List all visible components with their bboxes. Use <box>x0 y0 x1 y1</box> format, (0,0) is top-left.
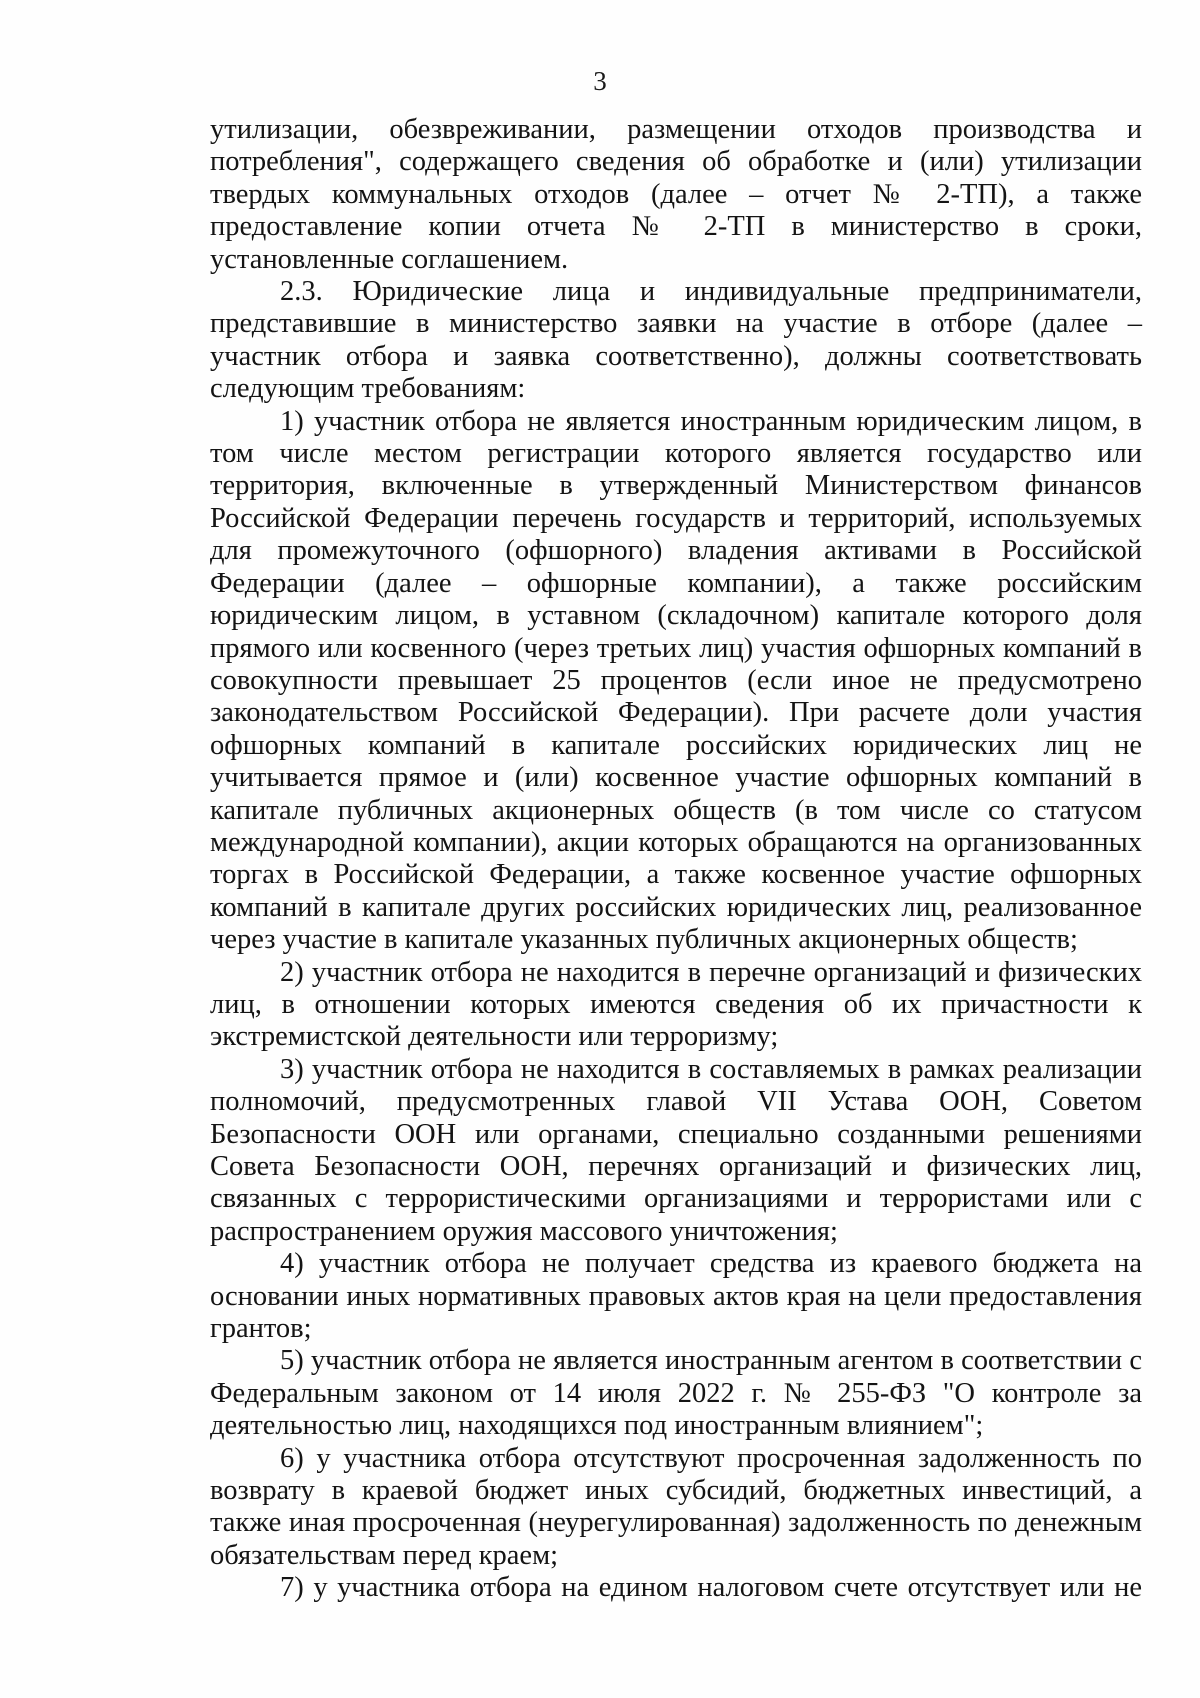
paragraph-item-1: 1) участник отбора не является иностранным юридическим лицом, в том числе местом регистрации которого является государство или территория, включенные в утвержденный Министерством финансов Российской Федерации перечень государств и территорий, используемых для промежуточного (офшорного) владения активами в Российской Федерации (далее – офшорные компании), а также российским юридическим лицом, в уставном (складочном) капитале которого доля прямого или косвенного (через третьих лиц) участия офшорных компаний в совокупности превышает 25 процентов (если иное не предусмотрено законодательством Российской Федерации). При расчете доли участия офшорных компаний в капитале российских юридических лиц не учитывается прямое и (или) косвенное участие офшорных компаний в капитале публичных акционерных обществ (в том числе со статусом международной компании), акции которых обращаются на организованных торгах в Российской Федерации, а также косвенное участие офшорных компаний в капитале других российских юридических лиц, реализованное через участие в капитале указанных публичных акционерных обществ; <box>210 405 1142 956</box>
document-body <box>210 114 1142 1605</box>
paragraph-item-4: 4) участник отбора не получает средства из краевого бюджета на основании иных нормативных правовых актов края на цели предоставления грантов; <box>210 1248 1142 1345</box>
paragraph-item-2: 2) участник отбора не находится в перечне организаций и физических лиц, в отношении которых имеются сведения об их причастности к экстремистской деятельности или терроризму; <box>210 956 1142 1053</box>
paragraph-item-6: 6) у участника отбора отсутствуют просроченная задолженность по возврату в краевой бюджет иных субсидий, бюджетных инвестиций, а также иная просроченная (неурегулированная) задолженность по денежным обязательствам перед краем; <box>210 1442 1142 1571</box>
page-number: 3 <box>593 66 607 96</box>
paragraph-continuation: утилизации, обезвреживании, размещении отходов производства и потребления", содержащего сведения об обработке и (или) утилизации твердых коммунальных отходов (далее – отчет № 2-ТП), а также предоставление копии отчета № 2-ТП в министерство в сроки, установленные соглашением. <box>210 114 1142 275</box>
paragraph-clause-2-3: 2.3. Юридические лица и индивидуальные предприниматели, представившие в министерство заявки на участие в отборе (далее – участник отбора и заявка соответственно), должны соответствовать следующим требованиям: <box>210 276 1142 405</box>
paragraph-item-5: 5) участник отбора не является иностранным агентом в соответствии с Федеральным законом от 14 июля 2022 г. № 255-ФЗ "О контроле за деятельностью лиц, находящихся под иностранным влиянием"; <box>210 1345 1142 1442</box>
paragraph-item-7: 7) у участника отбора на едином налоговом счете отсутствует или не <box>280 1572 1142 1604</box>
paragraph-item-3: 3) участник отбора не находится в составляемых в рамках реализации полномочий, предусмотренных главой VII Устава ООН, Советом Безопасности ООН или органами, специально созданными решениями Совета Безопасности ООН, перечнях организаций и физических лиц, связанных с террористическими организациями и террористами или с распространением оружия массового уничтожения; <box>210 1053 1142 1247</box>
